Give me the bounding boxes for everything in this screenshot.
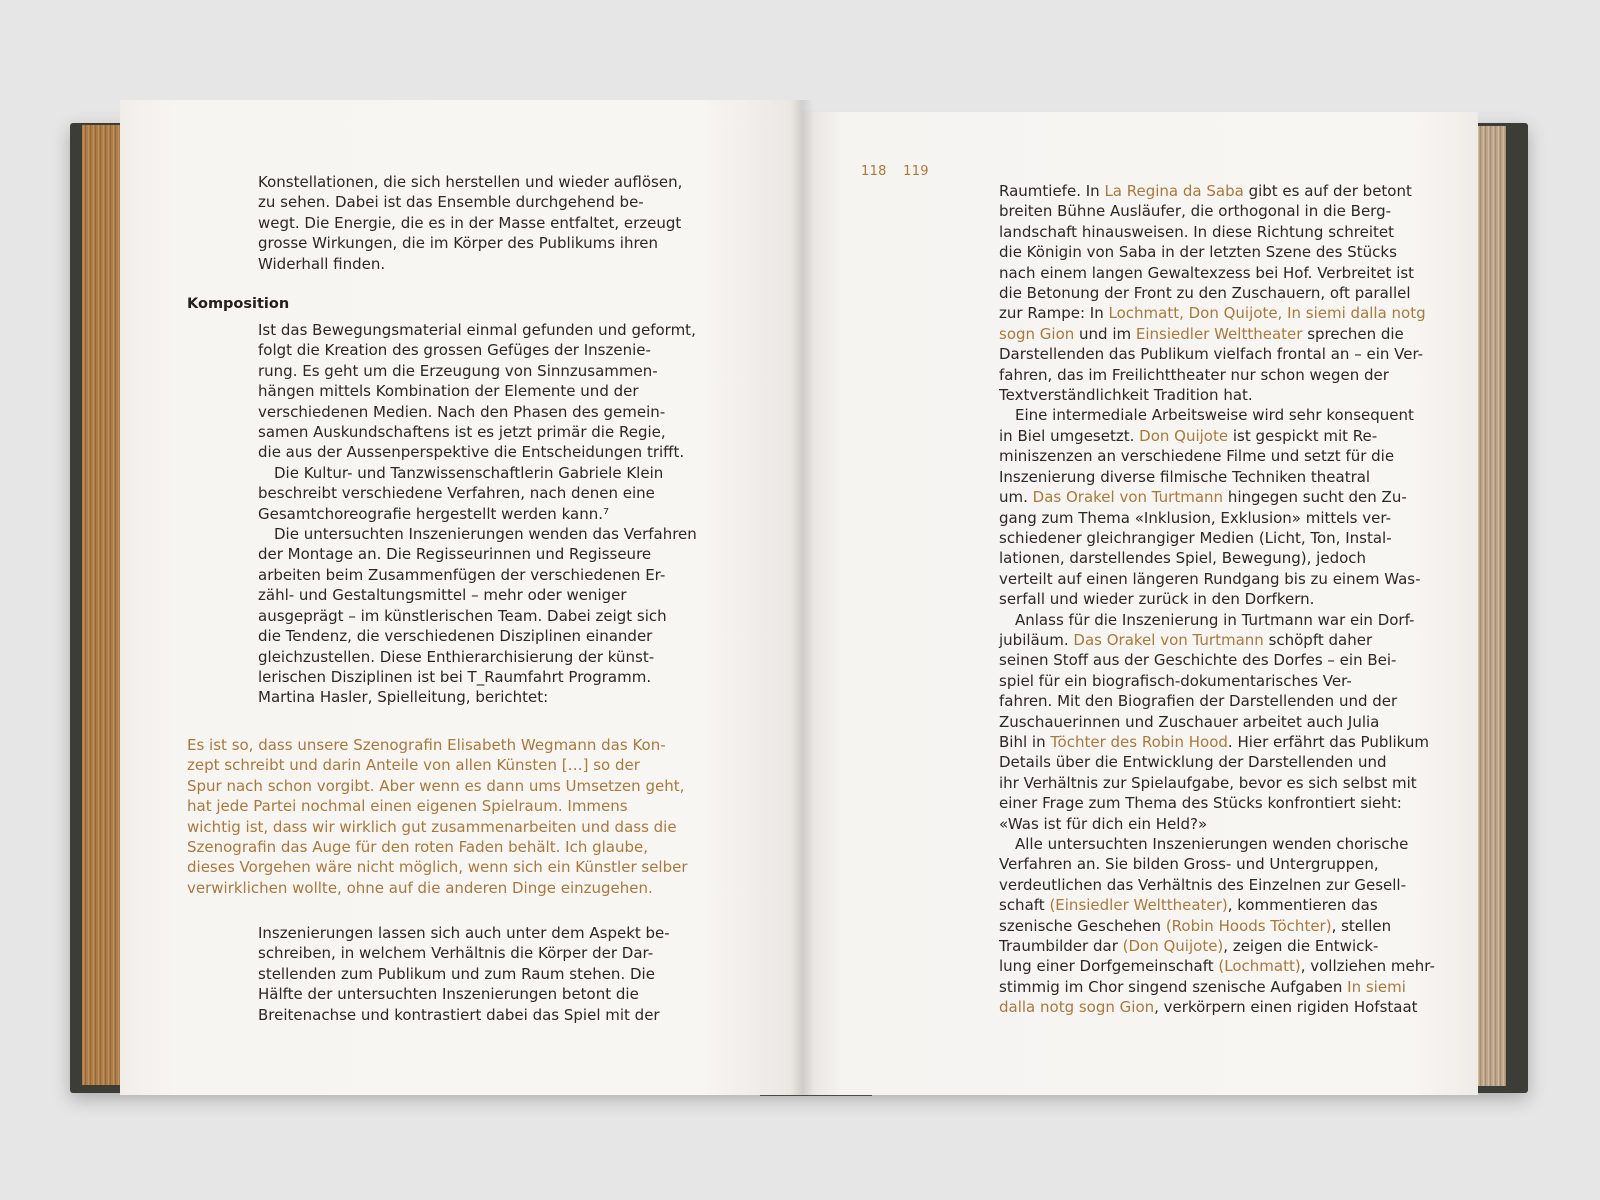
text-line: wegt. Die Energie, die es in der Masse entfaltet, erzeugt (258, 213, 682, 232)
text-line (999, 467, 1435, 487)
quote-line: verwirklichen wollte, ohne auf die anderen Dinge einzugehen. (187, 878, 653, 897)
text-line (999, 895, 1435, 915)
text-line (999, 548, 1435, 568)
text-segment: zur Rampe: In (999, 304, 1109, 323)
text-segment: Darstellenden das Publikum vielfach frontal an – ein Ver- (999, 345, 1424, 364)
quote-line: zept schreibt und darin Anteile von allen Künsten […] so der (187, 756, 640, 775)
text-line (999, 508, 1435, 528)
text-segment: ist gespickt mit Re- (1228, 426, 1378, 445)
text-segment: verdeutlichen das Verhältnis des Einzelnen zur Gesell- (999, 875, 1406, 894)
text-line (999, 344, 1435, 364)
text-line (999, 834, 1435, 854)
text-line (999, 201, 1435, 221)
production-title: (Einsiedler Welttheater) (1049, 896, 1228, 915)
text-line (999, 222, 1435, 242)
production-title: (Don Quijote) (1122, 937, 1224, 956)
text-segment: lationen, darstellendes Spiel, Bewegung), jedoch (999, 549, 1367, 568)
text-segment: fahren, das im Freilichttheater nur schon wegen der (999, 365, 1389, 384)
intro-paragraph (258, 172, 682, 274)
folio-right: 119 (903, 164, 929, 179)
text-segment: gibt es auf der betont (1243, 182, 1412, 200)
text-line: Die Kultur- und Tanzwissenschaftlerin Gabriele Klein (274, 463, 664, 482)
text-segment: , stellen (1331, 916, 1392, 935)
text-line: schreiben, in welchem Verhältnis die Körper der Dar- (258, 944, 654, 963)
closing-paragraph (258, 923, 670, 1025)
quote-line: Spur nach schon vorgibt. Aber wenn es dann ums Umsetzen geht, (187, 776, 685, 795)
text-segment: Anlass für die Inszenierung in Turtmann war ein Dorf- (1015, 610, 1415, 629)
production-title: (Robin Hoods Töchter) (1165, 916, 1332, 935)
text-line (999, 610, 1435, 630)
text-segment: miniszenzen an verschiedene Filme und setzt für die (999, 447, 1395, 466)
text-line: die aus der Aussenperspektive die Entscheidungen trifft. (258, 443, 685, 462)
text-segment: Traumbilder dar (999, 937, 1123, 956)
text-segment: spiel für ein biografisch-dokumentarisches Ver- (999, 671, 1352, 690)
text-segment: gang zum Thema «Inklusion, Exklusion» mittels ver- (999, 508, 1391, 527)
text-segment: ihr Verhältnis zur Spielaufgabe, bevor es sich selbst mit (999, 773, 1417, 792)
text-line (999, 385, 1435, 405)
text-line (999, 242, 1435, 262)
text-line (999, 793, 1435, 813)
text-segment: Bihl in (999, 732, 1051, 751)
text-line: Hälfte der untersuchten Inszenierungen betont die (258, 985, 639, 1004)
text-segment: , verkörpern einen rigiden Hofstaat (1154, 998, 1418, 1017)
text-line: Konstellationen, die sich herstellen und wieder auflösen, (258, 173, 683, 191)
text-segment: . Hier erfährt das Publikum (1227, 732, 1430, 751)
right-page-text (999, 181, 1435, 1018)
text-line (999, 365, 1435, 385)
quote-line: dieses Vorgehen wäre nicht möglich, wenn sich ein Künstler selber (187, 858, 688, 877)
text-line: grosse Wirkungen, die im Körper des Publikums ihren (258, 234, 659, 253)
text-line: Breitenachse und kontrastiert dabei das Spiel mit der (258, 1005, 660, 1024)
text-line: arbeiten beim Zusammenfügen der verschiedenen Er- (258, 565, 666, 584)
text-segment: um. (999, 488, 1033, 507)
text-line (999, 997, 1435, 1017)
text-line: Widerhall finden. (258, 254, 386, 273)
text-line: ausgeprägt – im künstlerischen Team. Dabei zeigt sich (258, 606, 667, 625)
text-segment: schöpft daher (1263, 630, 1373, 649)
text-segment: schiedener gleichrangiger Medien (Licht, Ton, Instal- (999, 528, 1392, 547)
left-page-edges (82, 125, 122, 1085)
text-segment: sprechen die (1302, 324, 1404, 343)
text-segment: schaft (999, 896, 1050, 915)
text-segment: jubiläum. (999, 630, 1074, 649)
text-line: zähl- und Gestaltungsmittel – mehr oder weniger (258, 586, 627, 605)
text-segment: landschaft hinausweisen. In diese Richtung schreitet (999, 222, 1395, 241)
text-line: der Montage an. Die Regisseurinnen und Regisseure (258, 545, 652, 564)
text-line: folgt die Kreation des grossen Gefüges der Inszenie- (258, 341, 651, 360)
production-title: Das Orakel von Turtmann (1032, 488, 1224, 507)
text-segment: breiten Bühne Ausläufer, die orthogonal in die Berg- (999, 202, 1392, 221)
text-segment: Inszenierung diverse filmische Techniken theatral (999, 467, 1371, 486)
text-segment: stimmig im Chor singend szenische Aufgaben (999, 977, 1348, 996)
text-line (999, 263, 1435, 283)
text-line: verschiedenen Medien. Nach den Phasen des gemein- (258, 402, 666, 421)
text-segment: in Biel umgesetzt. (999, 426, 1140, 445)
production-title: In siemi (1347, 977, 1406, 996)
text-line: zu sehen. Dabei ist das Ensemble durchgehend be- (258, 193, 644, 212)
text-segment: nach einem langen Gewaltexzess bei Hof. Verbreitet ist (999, 263, 1415, 282)
text-segment: Zuschauerinnen und Zuschauer arbeitet auch Julia (999, 712, 1380, 731)
text-segment: verteilt auf einen längeren Rundgang bis zu einem Was- (999, 569, 1421, 588)
text-line (999, 732, 1435, 752)
text-line (999, 630, 1435, 650)
text-line (999, 814, 1435, 834)
text-line: Inszenierungen lassen sich auch unter dem Aspekt be- (258, 924, 670, 942)
text-segment: einer Frage zum Thema des Stücks konfrontiert sieht: (999, 794, 1402, 813)
text-line (999, 671, 1435, 691)
text-line (999, 916, 1435, 936)
text-line (999, 773, 1435, 793)
text-line: Ist das Bewegungsmaterial einmal gefunden und geformt, (258, 321, 696, 339)
production-title: dalla notg sogn Gion (999, 998, 1155, 1017)
text-line (999, 181, 1435, 201)
production-title: La Regina da Saba (1104, 182, 1244, 200)
text-segment: seinen Stoff aus der Geschichte des Dorfes – ein Bei- (999, 651, 1397, 670)
gutter-shadow (790, 100, 814, 1095)
text-line: Gesamtchoreografie hergestellt werden kann.⁷ (258, 504, 609, 523)
text-line (999, 875, 1435, 895)
text-line: samen Auskundschaftens ist es jetzt primär die Regie, (258, 423, 666, 442)
text-segment: , vollziehen mehr- (1300, 957, 1435, 976)
text-segment: die Betonung der Front zu den Zuschauern, oft parallel (999, 284, 1411, 303)
text-line (999, 712, 1435, 732)
text-line: beschreibt verschiedene Verfahren, nach denen eine (258, 484, 655, 503)
text-line (999, 854, 1435, 874)
text-line: Martina Hasler, Spielleitung, berichtet: (258, 688, 549, 707)
text-segment: fahren. Mit den Biografien der Darstellenden und der (999, 692, 1398, 711)
text-line: gleichzustellen. Diese Enthierarchisierung der künst- (258, 647, 655, 666)
text-line (999, 283, 1435, 303)
section-heading: Komposition (187, 296, 290, 312)
text-segment: , zeigen die Entwick- (1223, 937, 1379, 956)
production-title: (Lochmatt) (1218, 957, 1301, 976)
text-segment: die Königin von Saba in der letzten Szene des Stücks (999, 243, 1397, 262)
text-line: lerischen Disziplinen ist bei T_Raumfahrt Programm. (258, 667, 652, 686)
production-title: Lochmatt, Don Quijote, In siemi dalla notg (1108, 304, 1426, 323)
text-segment: szenische Geschehen (999, 916, 1166, 935)
block-quote (187, 735, 688, 898)
text-line (999, 936, 1435, 956)
folio-left: 118 (861, 164, 887, 179)
text-line (999, 324, 1435, 344)
text-line (999, 977, 1435, 997)
production-title: Das Orakel von Turtmann (1073, 630, 1264, 649)
text-segment: Alle untersuchten Inszenierungen wenden chorische (1015, 835, 1409, 853)
text-line (999, 487, 1435, 507)
text-line: rung. Es geht um die Erzeugung von Sinnzusammen- (258, 361, 658, 380)
text-segment: lung einer Dorfgemeinschaft (999, 957, 1219, 976)
text-line (999, 405, 1435, 425)
text-line: die Tendenz, die verschiedenen Disziplinen einander (258, 627, 653, 646)
text-line (999, 752, 1435, 772)
text-line: Die untersuchten Inszenierungen wenden das Verfahren (274, 525, 697, 544)
text-line (999, 650, 1435, 670)
quote-line: Szenografin das Auge für den roten Faden behält. Ich glaube, (187, 838, 648, 857)
text-segment: Eine intermediale Arbeitsweise wird sehr konsequent (1015, 406, 1414, 425)
text-segment: , kommentieren das (1227, 896, 1378, 915)
quote-line: Es ist so, dass unsere Szenografin Elisabeth Wegmann das Kon- (187, 736, 666, 754)
text-segment: serfall und wieder zurück in den Dorfkern. (999, 590, 1315, 609)
text-line (999, 426, 1435, 446)
production-title: Töchter des Robin Hood (1050, 732, 1228, 751)
text-line (999, 303, 1435, 323)
quote-line: hat jede Partei nochmal einen eigenen Spielraum. Immens (187, 797, 628, 816)
text-segment: Textverständlichkeit Tradition hat. (999, 386, 1253, 405)
production-title: sogn Gion (999, 324, 1075, 343)
text-line (999, 528, 1435, 548)
text-segment: und im (1074, 324, 1136, 343)
text-segment: Raumtiefe. In (999, 182, 1105, 200)
text-line (999, 956, 1435, 976)
text-line: hängen mittels Kombination der Elemente und der (258, 382, 639, 401)
text-segment: Verfahren an. Sie bilden Gross- und Untergruppen, (999, 855, 1379, 874)
text-segment: «Was ist für dich ein Held?» (999, 814, 1208, 833)
text-line (999, 691, 1435, 711)
page-numbers (861, 164, 941, 179)
production-title: Einsiedler Welttheater (1135, 324, 1303, 343)
text-line: stellenden zum Publikum und zum Raum stehen. Die (258, 964, 655, 983)
quote-line: wichtig ist, dass wir wirklich gut zusammenarbeiten und dass die (187, 817, 677, 836)
text-line (999, 446, 1435, 466)
text-line (999, 589, 1435, 609)
text-line (999, 569, 1435, 589)
body-paragraphs (258, 320, 697, 708)
production-title: Don Quijote (1139, 426, 1229, 445)
text-segment: Details über die Entwicklung der Darstellenden und (999, 753, 1387, 772)
text-segment: hingegen sucht den Zu- (1223, 488, 1407, 507)
